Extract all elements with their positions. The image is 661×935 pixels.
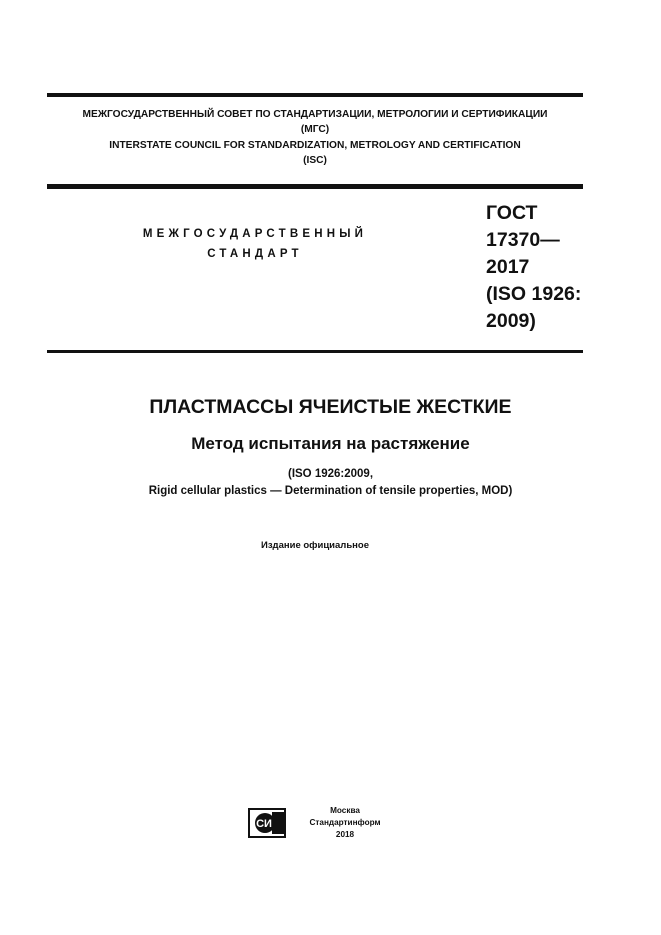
document-subtitle: Метод испытания на растяжение bbox=[191, 434, 470, 453]
standard-number-line: 2017 bbox=[486, 256, 530, 278]
council-abbr-ru: (МГС) bbox=[300, 124, 330, 135]
logo-letters: СИ bbox=[256, 818, 272, 830]
council-abbr-en: (ISC) bbox=[303, 155, 327, 166]
middle-rule bbox=[47, 184, 583, 189]
standard-kind-line1: МЕЖГОСУДАРСТВЕННЫЙ bbox=[142, 228, 368, 240]
standard-number-line: 17370— bbox=[486, 229, 560, 251]
publisher-name: Стандартинформ bbox=[309, 818, 381, 827]
top-rule bbox=[47, 93, 583, 97]
publisher-city: Москва bbox=[330, 806, 360, 815]
edition-label: Издание официальное bbox=[261, 540, 369, 551]
council-name-en bbox=[47, 138, 583, 168]
publication-year: 2018 bbox=[335, 830, 355, 839]
standard-number-line: ГОСТ bbox=[486, 202, 538, 224]
standard-number-line: 2009) bbox=[486, 310, 536, 332]
council-name-en-line1: INTERSTATE COUNCIL FOR STANDARDIZATION, METROLOGY AND CERTIFICATION bbox=[109, 140, 521, 151]
standard-number-line: (ISO 1926: bbox=[486, 283, 582, 305]
iso-reference-line1: (ISO 1926:2009, bbox=[287, 468, 374, 480]
council-name-ru-line1: МЕЖГОСУДАРСТВЕННЫЙ СОВЕТ ПО СТАНДАРТИЗАЦИИ, МЕТРОЛОГИИ И СЕРТИФИКАЦИИ bbox=[82, 109, 548, 120]
standard-kind bbox=[120, 224, 390, 264]
standard-number bbox=[486, 200, 596, 335]
document-title: ПЛАСТМАССЫ ЯЧЕИСТЫЕ ЖЕСТКИЕ bbox=[149, 396, 512, 418]
publisher-block bbox=[300, 805, 390, 841]
standard-kind-line2: СТАНДАРТ bbox=[207, 248, 303, 260]
iso-reference bbox=[0, 466, 661, 500]
iso-reference-line2: Rigid cellular plastics — Determination of tensile properties, MOD) bbox=[148, 485, 513, 497]
standartinform-logo-icon bbox=[248, 808, 286, 838]
council-name-ru bbox=[47, 107, 583, 137]
bottom-rule bbox=[47, 350, 583, 353]
